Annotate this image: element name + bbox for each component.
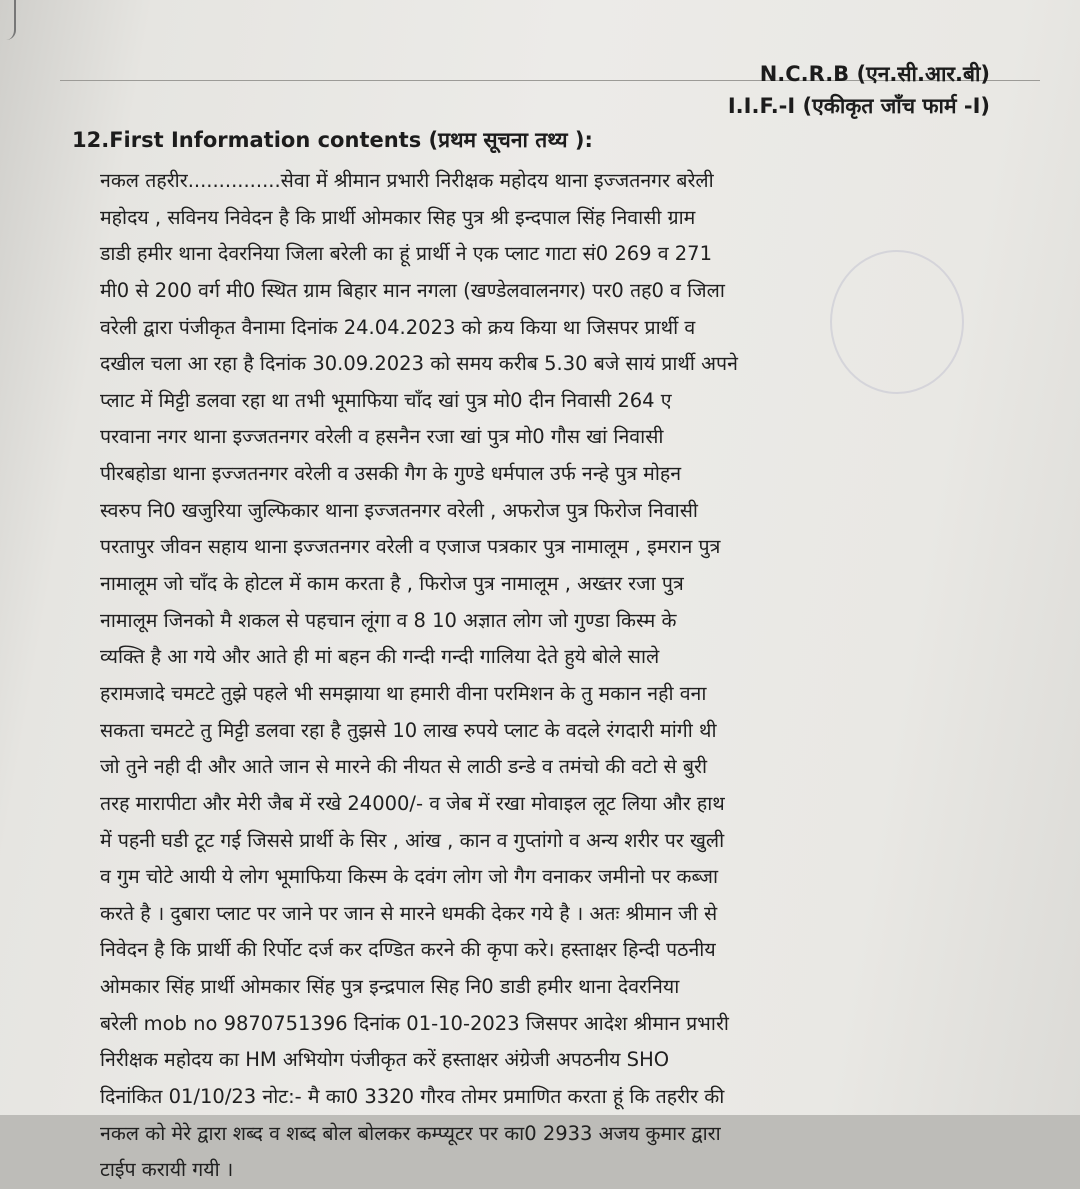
page-corner-fold xyxy=(0,0,16,40)
body-line: बरेली mob no 9870751396 दिनांक 01-10-2023 जिसपर आदेश श्रीमान प्रभारी xyxy=(100,1011,729,1035)
body-line: महोदय , सविनय निवेदन है कि प्रार्थी ओमकार सिह पुत्र श्री इन्दपाल सिंह निवासी ग्राम xyxy=(100,205,696,229)
body-line: नामालूम जिनको मै शकल से पहचान लूंगा व 8 10 अज्ञात लोग जो गुण्डा किस्म के xyxy=(100,608,677,632)
body-line: निरीक्षक महोदय का HM अभियोग पंजीकृत करें हस्ताक्षर अंग्रेजी अपठनीय SHO xyxy=(100,1048,670,1072)
body-line: सकता चमटटे तु मिट्टी डलवा रहा है तुझसे 10 लाख रुपये प्लाट के वदले रंगदारी मांगी थी xyxy=(100,718,717,742)
body-line: तरह मारापीटा और मेरी जैब में रखे 24000/- व जेब में रखा मोवाइल लूट लिया और हाथ xyxy=(100,791,725,815)
body-line: डाडी हमीर थाना देवरनिया जिला बरेली का हूं प्रार्थी ने एक प्लाट गाटा सं0 269 व 271 xyxy=(100,242,712,266)
fir-body-text xyxy=(100,163,940,1189)
body-line: वरेली द्वारा पंजीकृत वैनामा दिनांक 24.04.2023 को क्रय किया था जिसपर प्रार्थी व xyxy=(100,315,696,339)
form-header xyxy=(728,58,990,122)
body-line: परतापुर जीवन सहाय थाना इज्जतनगर वरेली व एजाज पत्रकार पुत्र नामालूम , इमरान पुत्र xyxy=(100,535,721,559)
body-line: नकल तहरीर...............सेवा में श्रीमान प्रभारी निरीक्षक महोदय थाना इज्जतनगर बरेली xyxy=(100,169,714,192)
iif-label: I.I.F.-I (एकीकृत जाँच फार्म -I) xyxy=(727,94,990,118)
body-line: स्वरुप नि0 खजुरिया जुल्फिकार थाना इज्जतनगर वरेली , अफरोज पुत्र फिरोज निवासी xyxy=(100,498,698,522)
body-line: प्लाट में मिट्टी डलवा रहा था तभी भूमाफिया चाँद खां पुत्र मो0 दीन निवासी 264 ए xyxy=(100,388,672,412)
body-line: नकल को मेरे द्वारा शब्द व शब्द बोल बोलकर कम्प्यूटर पर का0 2933 अजय कुमार द्वारा xyxy=(100,1121,721,1145)
body-line: निवेदन है कि प्रार्थी की रिर्पोट दर्ज कर दण्डित करने की कृपा करे। हस्ताक्षर हिन्दी पठनीय xyxy=(100,938,716,962)
body-line: जो तुने नही दी और आते जान से मारने की नीयत से लाठी डन्डे व तमंचो की वटो से बुरी xyxy=(100,755,708,779)
body-line: दिनांकित 01/10/23 नोट:- मै का0 3320 गौरव तोमर प्रमाणित करता हूं कि तहरीर की xyxy=(100,1085,725,1109)
body-line: व गुम चोटे आयी ये लोग भूमाफिया किस्म के दवंग लोग जो गैग वनाकर जमीनो पर कब्जा xyxy=(100,865,719,889)
body-line: नामालूम जो चाँद के होटल में काम करता है , फिरोज पुत्र नामालूम , अख्तर रजा पुत्र xyxy=(100,572,684,596)
body-line: टाईप करायी गयी । xyxy=(100,1158,234,1182)
ncrb-label: N.C.R.B (एन.सी.आर.बी) xyxy=(759,62,990,86)
body-line: परवाना नगर थाना इज्जतनगर वरेली व हसनैन रजा खां पुत्र मो0 गौस खां निवासी xyxy=(100,425,664,449)
body-line: में पहनी घडी टूट गई जिससे प्रार्थी के सिर , आंख , कान व गुप्तांगो व अन्य शरीर पर खुली xyxy=(100,828,725,852)
body-line: करते है । दुबारा प्लाट पर जाने पर जान से मारने धमकी देकर गये है । अतः श्रीमान जी से xyxy=(100,901,718,925)
body-line: मी0 से 200 वर्ग मी0 स्थित ग्राम बिहार मान नगला (खण्डेलवालनगर) पर0 तह0 व जिला xyxy=(100,278,725,302)
body-line: हरामजादे चमटटे तुझे पहले भी समझाया था हमारी वीना परमिशन के तु मकान नही वना xyxy=(100,681,707,705)
body-line: पीरबहोडा थाना इज्जतनगर वरेली व उसकी गैग के गुण्डे धर्मपाल उर्फ नन्हे पुत्र मोहन xyxy=(100,462,682,486)
section-title: 12.First Information contents (प्रथम सूचना तथ्य ): xyxy=(72,128,593,152)
body-line: ओमकार सिंह प्रार्थी ओमकार सिंह पुत्र इन्द्रपाल सिह नि0 डाडी हमीर थाना देवरनिया xyxy=(100,975,680,999)
body-line: व्यक्ति है आ गये और आते ही मां बहन की गन्दी गन्दी गालिया देते हुये बोले साले xyxy=(100,645,660,669)
body-line: दखील चला आ रहा है दिनांक 30.09.2023 को समय करीब 5.30 बजे सायं प्रार्थी अपने xyxy=(100,352,738,376)
